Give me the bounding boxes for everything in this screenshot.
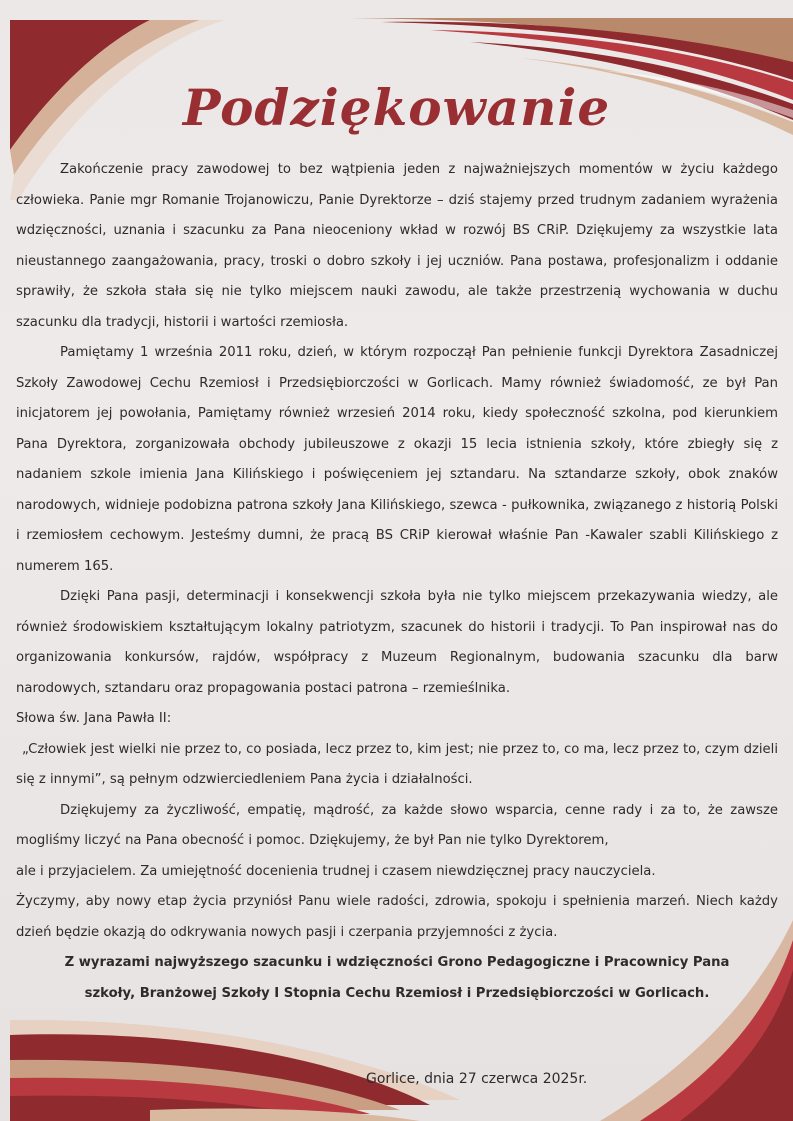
date-line: Gorlice, dnia 27 czerwca 2025r.: [366, 1071, 588, 1087]
quote-intro: Słowa św. Jana Pawła II:: [16, 711, 172, 726]
paragraph-wishes: Życzymy, aby nowy etap życia przyniósł Panu wiele radości, zdrowia, spokoju i spełnienia marzeń. Niech każdy dzień będzie okazją do odkrywania nowych pasji i czerpania przyjemności z życia.: [16, 894, 778, 940]
paragraph-intro: Zakończenie pracy zawodowej to bez wątpienia jeden z najważniejszych momentów w życiu każdego człowieka. Panie mgr Romanie Trojanowiczu, Panie Dyrektorze – dziś stajemy przed trudnym zadaniem wyrażenia wdzięczności, uznania i szacunku za Pana nieoceniony wkład w rozwój BS CRiP. Dziękujemy za wszystkie lata nieustannego zaangażowania, pracy, troski o dobro szkoły i jej uczniów. Pana postawa, profesjonalizm i oddanie sprawiły, że szkoła stała się nie tylko miejscem nauki zawodu, ale także przestrzenią wychowania w duchu szacunku dla tradycji, historii i wartości rzemiosła.: [16, 162, 778, 330]
page-title: Podziękowanie: [182, 78, 611, 137]
closing-line-1: Z wyrazami najwyższego szacunku i wdzięczności Grono Pedagogiczne i Pracownicy Pana: [64, 955, 730, 970]
closing-signature: [16, 948, 778, 1009]
paragraph-thanks-continued: ale i przyjacielem. Za umiejętność docenienia trudnej i czasem niewdzięcznej pracy nauczyciela.: [16, 863, 656, 879]
quote-text: „Człowiek jest wielki nie przez to, co posiada, lecz przez to, kim jest; nie przez to, co ma, lecz przez to, czym dzieli się z innymi”, są pełnym odzwierciedleniem Pana życia i działalności.: [16, 741, 778, 787]
paragraph-achievements: Dzięki Pana pasji, determinacji i konsekwencji szkoła była nie tylko miejscem przekazywania wiedzy, ale również środowiskiem kształtującym lokalny patriotyzm, szacunek do historii i tradycji. To Pan inspirował nas do organizowania konkursów, rajdów, współpracy z Muzeum Regionalnym, budowania szacunku dla barw narodowych, sztandaru oraz propagowania postaci patrona – rzemieślnika.: [16, 589, 778, 696]
letter-body: [16, 155, 778, 1009]
paragraph-history: Pamiętamy 1 września 2011 roku, dzień, w którym rozpoczął Pan pełnienie funkcji Dyrektora Zasadniczej Szkoły Zawodowej Cechu Rzemiosł i Przedsiębiorczości w Gorlicach. Mamy również świadomość, ze był Pan inicjatorem jej powołania, Pamiętamy również wrzesień 2014 roku, kiedy społeczność szkolna, pod kierunkiem Pana Dyrektora, zorganizowała obchody jubileuszowe z okazji 15 lecia istnienia szkoły, które zbiegły się z nadaniem szkole imienia Jana Kilińskiego i poświęceniem jej sztandaru. Na sztandarze szkoły, obok znaków narodowych, widnieje podobizna patrona szkoły Jana Kilińskiego, szewca - pułkownika, związanego z historią Polski i rzemiosłem cechowym. Jesteśmy dumni, że pracą BS CRiP kierował właśnie Pan -Kawaler szabli Kilińskiego z numerem 165.: [16, 345, 778, 574]
closing-line-2: szkoły, Branżowej Szkoły I Stopnia Cechu Rzemiosł i Przedsiębiorczości w Gorlicach.: [84, 985, 710, 1001]
paragraph-thanks: Dziękujemy za życzliwość, empatię, mądrość, za każde słowo wsparcia, cenne rady i za to, że zawsze mogliśmy liczyć na Pana obecność i pomoc. Dziękujemy, że był Pan nie tylko Dyrektorem,: [16, 802, 778, 848]
